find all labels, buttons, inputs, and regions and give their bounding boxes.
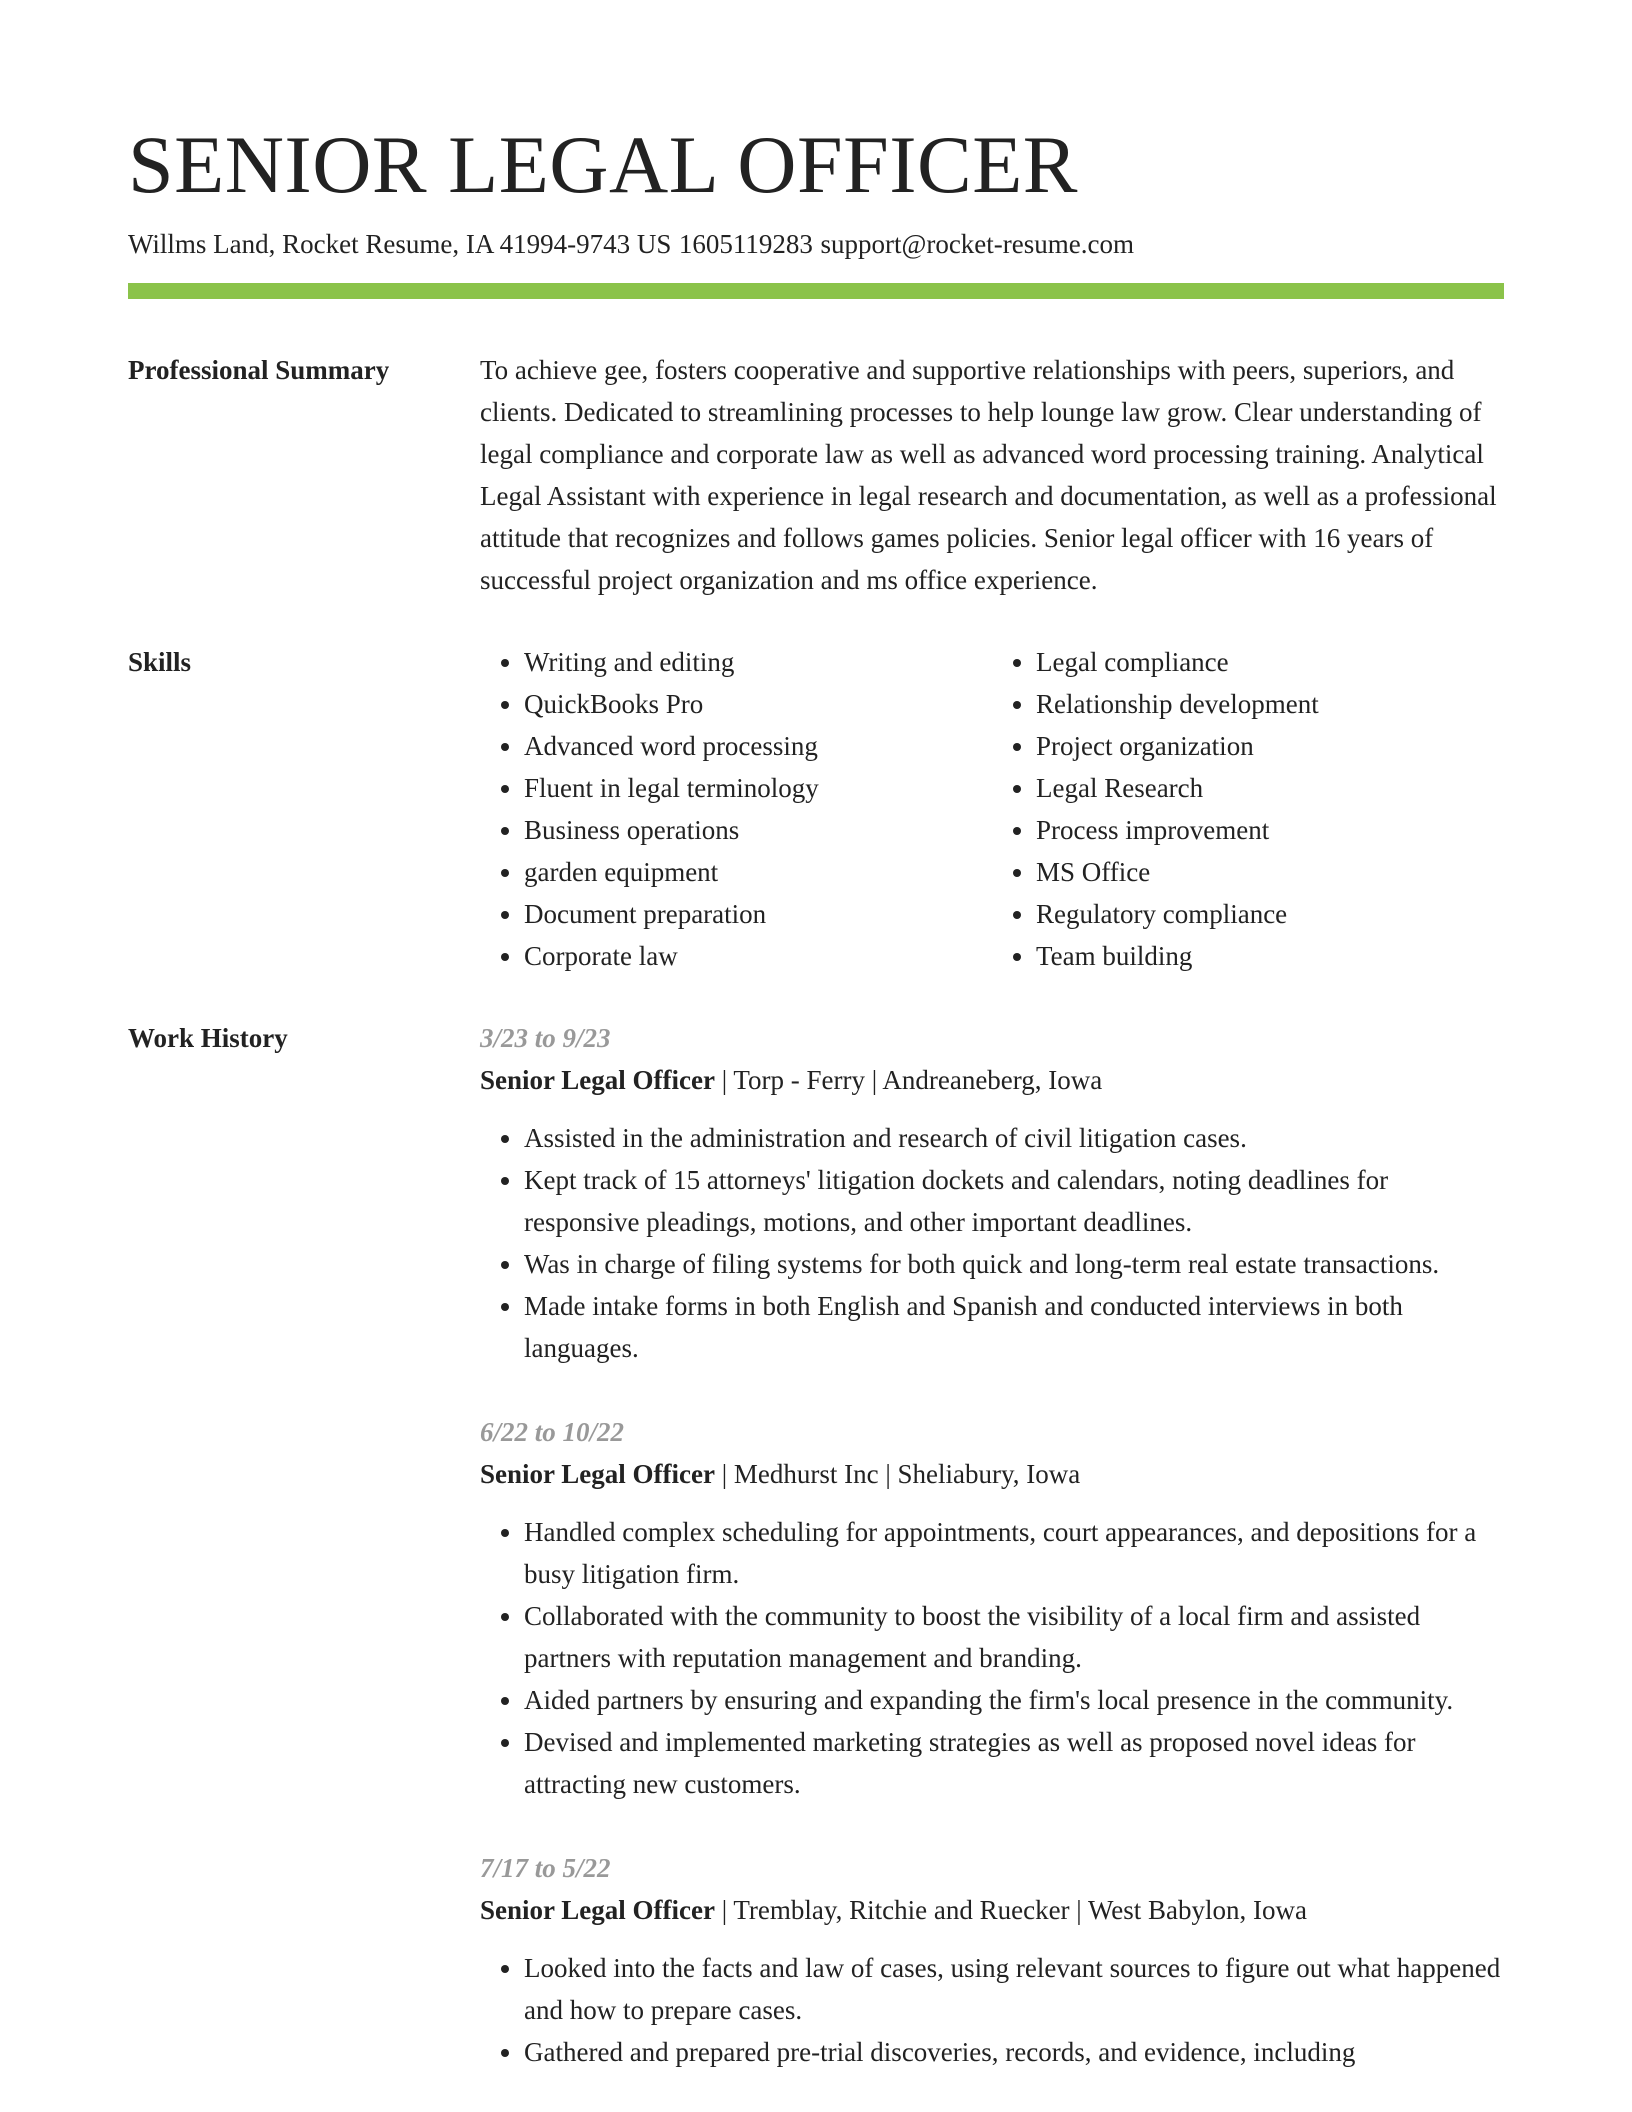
skill-item: • Legal Research [1036,767,1504,809]
summary-heading: Professional Summary [128,354,390,385]
job-title: Senior Legal Officer [480,1458,715,1489]
job-company-location: | Torp - Ferry | Andreaneberg, Iowa [714,1064,1103,1095]
job-company-location: | Tremblay, Ritchie and Ruecker | West Babylon, Iowa [714,1894,1307,1925]
job-heading [480,1059,1504,1101]
work-history-heading: Work History [128,1022,288,1053]
contact-phone: 1605119283 [678,229,813,260]
header-divider [128,283,1504,299]
job-dates: 6/22 to 10/22 [480,1416,625,1447]
job-list [480,1017,1504,2073]
duty-item: • Was in charge of filing systems for both quick and long-term real estate transactions. [524,1243,1504,1285]
summary-text: To achieve gee, fosters cooperative and supportive relationships with peers, superiors, and clients. Dedicated to streamlining processes to help lounge law grow. Clear understanding of legal compliance and corporate law as well as advanced word processing training. Analytical Legal Assistant with experience in legal research and documentation, as well as a professional attitude that recognizes and follows games policies. Senior legal officer with 16 years of successful project organization and ms office experience. [480,354,1497,595]
job-company-location: | Medhurst Inc | Sheliabury, Iowa [714,1458,1081,1489]
skill-item: • Project organization [1036,725,1504,767]
resume-title: SENIOR LEGAL OFFICER [128,119,1078,210]
skill-item: • Regulatory compliance [1036,893,1504,935]
job-title: Senior Legal Officer [480,1064,715,1095]
skills-list-right [992,641,1504,977]
skill-item: • Writing and editing [524,641,992,683]
job-title: Senior Legal Officer [480,1894,715,1925]
skill-item: • Legal compliance [1036,641,1504,683]
skill-item: • Process improvement [1036,809,1504,851]
work-history-section [128,1017,1504,2073]
job-dates: 7/17 to 5/22 [480,1852,611,1883]
duty-item: • Made intake forms in both English and Spanish and conducted interviews in both languages. [524,1285,1504,1369]
skill-item: • Advanced word processing [524,725,992,767]
job-entry [480,1847,1504,2073]
skill-item: • Business operations [524,809,992,851]
skills-heading: Skills [128,646,192,677]
skill-item: • Fluent in legal terminology [524,767,992,809]
job-heading [480,1889,1504,1931]
job-duties [480,1511,1504,1805]
skill-item: • Document preparation [524,893,992,935]
duty-item: • Handled complex scheduling for appointments, court appearances, and depositions for a busy litigation firm. [524,1511,1504,1595]
resume-page [128,118,1504,2073]
skill-item: • garden equipment [524,851,992,893]
job-duties [480,1947,1504,2073]
duty-item: • Gathered and prepared pre-trial discoveries, records, and evidence, including [524,2031,1504,2073]
contact-address: Willms Land, Rocket Resume, IA 41994-9743 US [128,229,672,260]
duty-item: • Kept track of 15 attorneys' litigation dockets and calendars, noting deadlines for responsive pleadings, motions, and other important deadlines. [524,1159,1504,1243]
contact-line [128,228,1504,260]
summary-section [128,349,1504,601]
job-entry [480,1017,1504,1369]
skill-item: • MS Office [1036,851,1504,893]
job-heading [480,1453,1504,1495]
skill-item: • Relationship development [1036,683,1504,725]
duty-item: • Devised and implemented marketing strategies as well as proposed novel ideas for attracting new customers. [524,1721,1504,1805]
duty-item: • Collaborated with the community to boost the visibility of a local firm and assisted partners with reputation management and branding. [524,1595,1504,1679]
duty-item: • Aided partners by ensuring and expanding the firm's local presence in the community. [524,1679,1504,1721]
skills-section [128,641,1504,977]
skill-item: • Team building [1036,935,1504,977]
job-entry [480,1411,1504,1805]
job-duties [480,1117,1504,1369]
skill-item: • QuickBooks Pro [524,683,992,725]
job-dates: 3/23 to 9/23 [480,1022,611,1053]
skills-list-left [480,641,992,977]
skill-item: • Corporate law [524,935,992,977]
contact-email: support@rocket-resume.com [820,229,1134,260]
duty-item: • Looked into the facts and law of cases, using relevant sources to figure out what happened and how to prepare cases. [524,1947,1504,2031]
duty-item: • Assisted in the administration and research of civil litigation cases. [524,1117,1504,1159]
